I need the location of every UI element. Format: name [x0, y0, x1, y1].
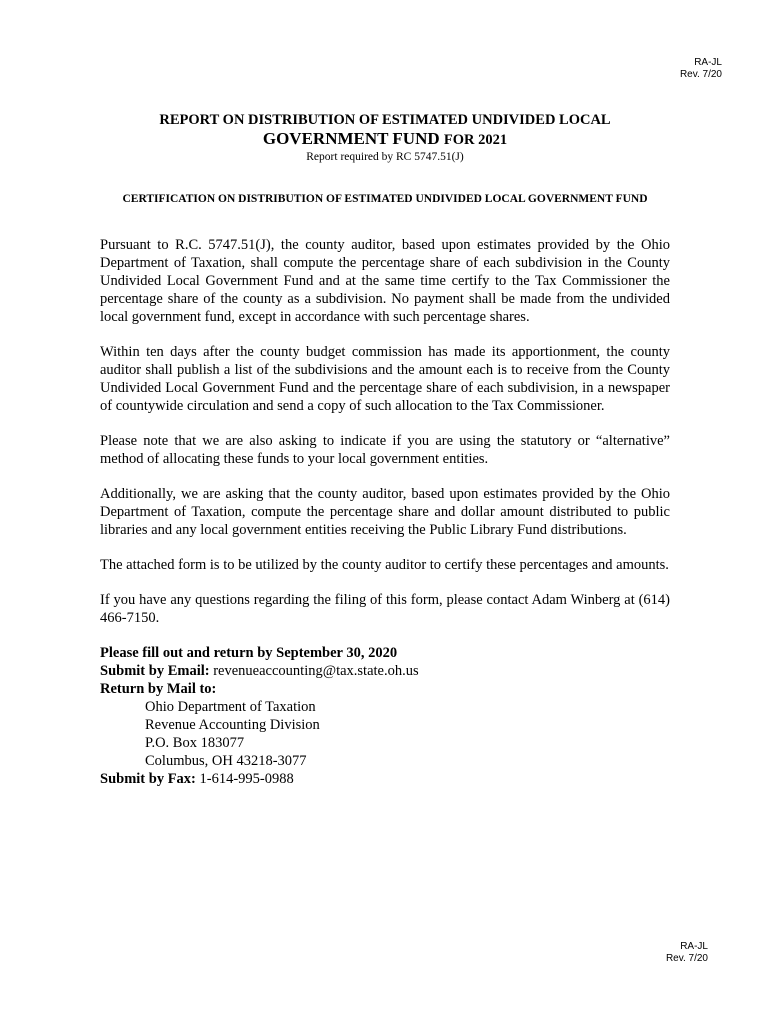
deadline: Please fill out and return by September 30, 2020	[100, 645, 398, 661]
form-id-bottom	[666, 941, 708, 965]
email-label: Submit by Email:	[100, 663, 210, 679]
paragraph: Additionally, we are asking that the county auditor, based upon estimates provided by the Ohio Department of Taxation, compute the percentage share and dollar amount distributed to public libraries and any local government entities receiving the Public Library Fund distributions.	[100, 486, 670, 538]
title-line-1: REPORT ON DISTRIBUTION OF ESTIMATED UNDIVIDED LOCAL	[159, 112, 611, 128]
submission-info	[100, 644, 670, 788]
mail-label: Return by Mail to:	[100, 681, 217, 697]
title-block	[100, 112, 670, 164]
fax-number: 1-614-995-0988	[199, 771, 294, 787]
title-line-2-main: GOVERNMENT FUND	[262, 129, 440, 148]
paragraph: Pursuant to R.C. 5747.51(J), the county auditor, based upon estimates provided by the Ohio Department of Taxation, shall compute the percentage share of each subdivision in the County Undivided Local Government Fund and at the same time certify to the Tax Commissioner the percentage share of the county as a subdivision. No payment shall be made from the undivided local government fund, except in accordance with such percentage shares.	[100, 237, 670, 325]
body-text	[100, 236, 670, 788]
form-revision: Rev. 7/20	[665, 953, 708, 964]
paragraph: Within ten days after the county budget commission has made its apportionment, the county auditor shall publish a list of the subdivisions and the amount each is to receive from the County Undivided Local Government Fund and the percentage share of each subdivision, in a newspaper of countywide circulation and send a copy of such allocation to the Tax Commissioner.	[100, 344, 670, 414]
fax-label: Submit by Fax:	[100, 771, 196, 787]
paragraph: Please note that we are also asking to indicate if you are using the statutory or “alternative” method of allocating these funds to your local government entities.	[100, 433, 670, 467]
form-revision: Rev. 7/20	[679, 69, 722, 80]
address-line: P.O. Box 183077	[145, 735, 245, 751]
address-line: Revenue Accounting Division	[145, 717, 320, 733]
paragraph: The attached form is to be utilized by the county auditor to certify these percentages and amounts.	[100, 557, 669, 573]
address-line: Ohio Department of Taxation	[145, 699, 316, 715]
address-line: Columbus, OH 43218-3077	[145, 753, 307, 769]
form-code: RA-JL	[694, 57, 722, 68]
title-line-2-suffix: FOR 2021	[443, 132, 508, 148]
certification-heading: CERTIFICATION ON DISTRIBUTION OF ESTIMATED UNDIVIDED LOCAL GOVERNMENT FUND	[122, 193, 648, 205]
form-code: RA-JL	[680, 941, 708, 952]
subtitle: Report required by RC 5747.51(J)	[306, 151, 464, 163]
email-address: revenueaccounting@tax.state.oh.us	[213, 663, 419, 679]
paragraph: If you have any questions regarding the filing of this form, please contact Adam Winberg at (614) 466-7150.	[100, 592, 670, 626]
form-id-top	[680, 57, 722, 81]
title-line-2	[100, 129, 670, 150]
